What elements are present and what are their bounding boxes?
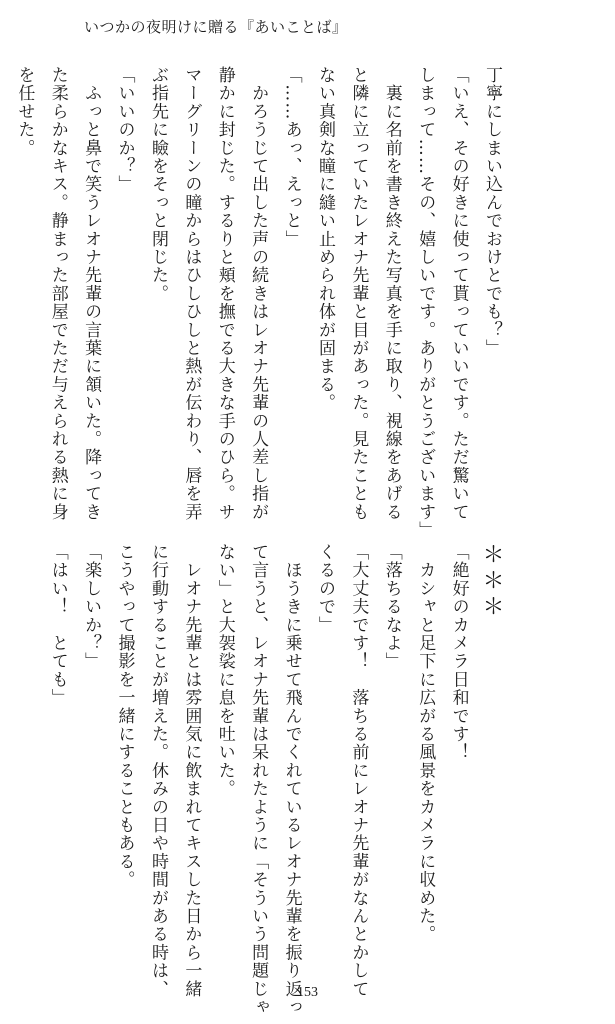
text-line: 「いいのか？」 xyxy=(114,66,135,194)
text-line: レオナ先輩とは雰囲気に飲まれてキスした日から一緒 xyxy=(181,543,202,998)
text-line: て言うと、レオナ先輩は呆れたように「そういう問題じゃ xyxy=(248,543,269,1017)
text-line: ふっと鼻で笑うレオナ先輩の言葉に頷いた。降ってき xyxy=(81,66,102,521)
upper-text-block xyxy=(7,66,508,540)
text-line: 「楽しいか？」 xyxy=(81,543,102,671)
running-header: いつかの夜明けに贈る『あいことば』 xyxy=(84,18,348,36)
text-line: ない」と大袈裟に息を吐いた。 xyxy=(214,543,235,798)
page-number: 153 xyxy=(297,985,318,1000)
text-line: しまって……その、嬉しいです。ありがとうございます」 xyxy=(415,66,436,540)
text-line: ない真剣な瞳に縫い止められ体が固まる。 xyxy=(314,66,335,412)
text-line: こうやって撮影を一緒にすることもある。 xyxy=(114,543,135,889)
text-line: 「落ちるなよ」 xyxy=(381,543,402,671)
text-line: かろうじて出した声の続きはレオナ先輩の人差し指が xyxy=(248,66,269,521)
text-line: 静かに封じた。するりと頬を撫でる大きな手のひら。サ xyxy=(214,66,235,521)
text-line: 「……あっ、えっと」 xyxy=(281,66,302,248)
text-line: を任せた。 xyxy=(14,66,35,157)
text-line: 「はい！ とても」 xyxy=(47,543,68,707)
text-line: 「大丈夫です！ 落ちる前にレオナ先輩がなんとかして xyxy=(348,543,369,998)
text-line: 裏に名前を書き終えた写真を手に取り、視線をあげる xyxy=(381,66,402,521)
text-line: 「いえ、その好きに使って貰っていいです。ただ驚いて xyxy=(448,66,469,521)
scene-break-mark: ＊＊＊ xyxy=(479,543,504,621)
text-line: カシャと足下に広がる風景をカメラに収めた。 xyxy=(415,543,436,944)
text-line: と隣に立っていたレオナ先輩と目があった。見たことも xyxy=(348,66,369,521)
text-line: くるので」 xyxy=(314,543,335,634)
text-line: に行動することが増えた。休みの日や時間がある時は、 xyxy=(147,543,168,998)
text-line: ぶ指先に瞼をそっと閉じた。 xyxy=(147,66,168,303)
text-line: 丁寧にしまい込んでおけとでも？」 xyxy=(482,66,502,358)
text-line: 「絶好のカメラ日和です！ xyxy=(448,543,469,762)
text-line: ほうきに乗せて飛んでくれているレオナ先輩を振り返っ xyxy=(281,543,302,1017)
text-line: た柔らかなキス。静まった部屋でただ与えられる熱に身 xyxy=(47,66,68,521)
text-line: マーグリーンの瞳からはひしひしと熱が伝わり、唇を弄 xyxy=(181,66,202,521)
